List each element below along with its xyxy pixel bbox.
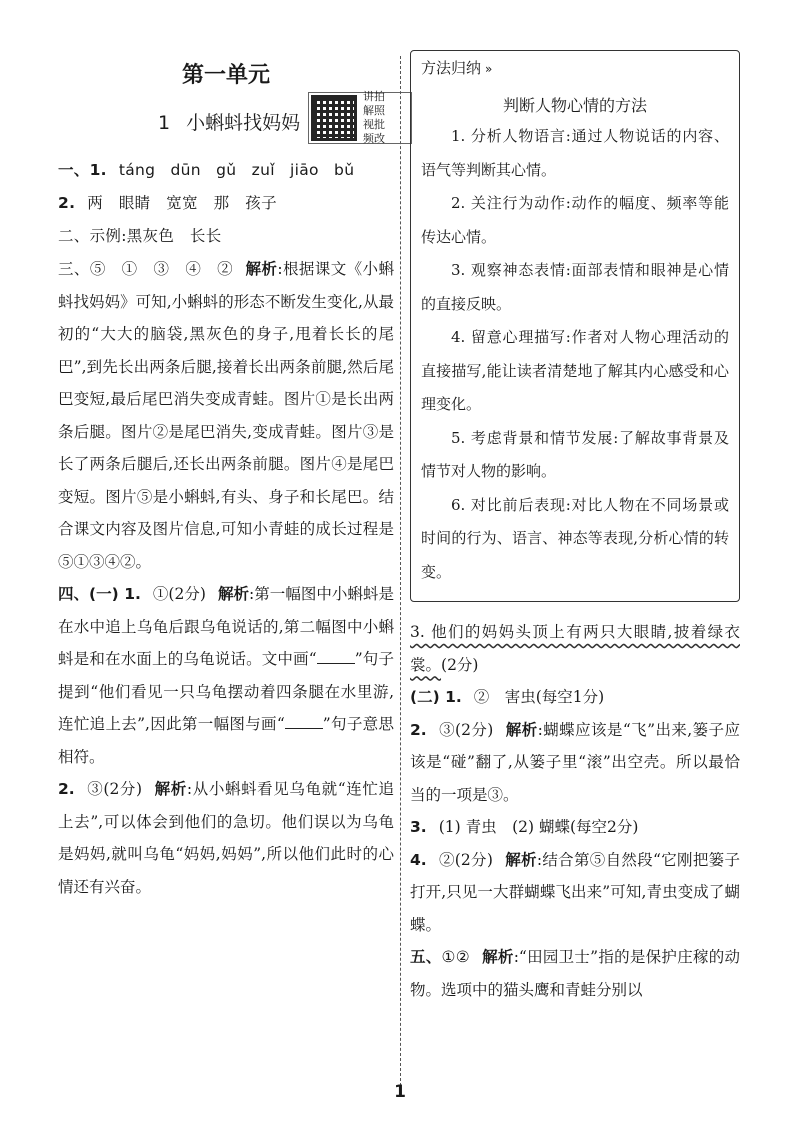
method-item: 2. 关注行为动作:动作的幅度、频率等能传达心情。 <box>421 194 729 246</box>
answer-4-2: 2. ③(2分) 解析:从小蝌蚪看见乌龟就“连忙追上去”,可以体会到他们的急切。他们误以为乌龟是妈妈,就叫乌龟“妈妈,妈妈”,所以他们此时的心情还有兴奋。 <box>58 780 394 896</box>
qr-code-box[interactable] <box>308 92 412 144</box>
right-column <box>410 50 740 1006</box>
jiexi-label: 解析 <box>481 948 514 966</box>
answer-4-1-3: 3. 他们的妈妈头顶上有两只大眼睛,披着绿衣裳。(2分) <box>410 623 740 674</box>
lesson-name: 小蝌蚪找妈妈 <box>186 112 301 134</box>
qr-caption: 讲 拍 解 照 视 批 频 改 <box>363 90 385 145</box>
jiexi-label: 解析 <box>154 780 187 798</box>
pinyin-answers: táng dūn gǔ zuǐ jiāo bǔ <box>118 161 355 179</box>
method-summary-box <box>410 50 740 602</box>
method-item: 3. 观察神态表情:面部表情和眼神是心情的直接反映。 <box>421 261 729 313</box>
method-header: 方法归纳 » <box>421 59 493 77</box>
lesson-title <box>158 108 300 135</box>
left-column <box>58 50 394 903</box>
answer-4-2-1: (二) 1. ② 害虫(每空1分) <box>410 688 605 706</box>
method-item: 1. 分析人物语言:通过人物说话的内容、语气等判断其心情。 <box>421 127 729 179</box>
answer-2: 二、示例:黑灰色 长长 <box>58 227 222 245</box>
jiexi-label: 解析 <box>504 850 537 869</box>
lesson-number: 1 <box>158 112 171 134</box>
double-chevron-icon: » <box>485 62 493 76</box>
qr-code-icon <box>311 95 357 141</box>
method-item: 5. 考虑背景和情节发展:了解故事背景及情节对人物的影响。 <box>421 428 729 480</box>
blank-line <box>317 649 355 664</box>
answer-4-2-4: 4. ②(2分) 解析:结合第⑤自然段“它刚把篓子打开,只见一大群蝴蝶飞出来”可知,青虫变成了蝴蝶。 <box>410 850 740 934</box>
answer-1-1: 一、1. táng dūn gǔ zuǐ jiāo bǔ <box>58 161 355 179</box>
answer-3: 三、⑤ ① ③ ④ ② 解析:根据课文《小蝌蚪找妈妈》可知,小蝌蚪的形态不断发生变化,从最初的“大大的脑袋,黑灰色的身子,甩着长长的尾巴”,到先长出两条后腿,接着长出两条前腿,然后尾巴变短,最后尾巴消失变成青蛙。图片①是长出两条后腿。图片②是尾巴消失,变成青蛙。图片③是长了两条后腿后,还长出两条前腿。图片④是尾巴变短。图片⑤是小蝌蚪,有头、身子和长尾巴。结合课文内容及图片信息,可知小青蛙的成长过程是⑤①③④②。 <box>58 260 394 571</box>
method-item: 6. 对比前后表现:对比人物在不同场景或时间的行为、语言、神态等表现,分析心情的转变。 <box>421 495 729 581</box>
method-title: 判断人物心情的方法 <box>502 96 647 115</box>
lesson-header <box>58 92 394 154</box>
method-item: 4. 留意心理描写:作者对人物心理活动的直接描写,能让读者清楚地了解其内心感受和心理变化。 <box>421 328 729 413</box>
jiexi-label: 解析 <box>245 260 278 278</box>
answer-4-2-2: 2. ③(2分) 解析:蝴蝶应该是“飞”出来,篓子应该是“碰”翻了,从篓子里“滚”出空壳。所以最恰当的一项是③。 <box>410 720 740 804</box>
answer-4-1: 四、(一) 1. ①(2分) 解析:第一幅图中小蝌蚪是在水中追上乌龟后跟乌龟说话的,第二幅图中小蝌蚪是和在水面上的乌龟说话。文中画“ ”句子提到“他们看见一只乌龟摆动着四条腿在水里游,连忙追上去”,因此第一幅图与画“ ”句子意思相符。 <box>58 585 394 766</box>
answer-4-2-3: 3. (1) 青虫 (2) 蝴蝶(每空2分) <box>410 818 639 836</box>
unit-title: 第一单元 <box>181 63 270 88</box>
page-number: 1 <box>394 1082 406 1102</box>
blank-line <box>285 714 323 729</box>
answer-5: 五、①② 解析:“田园卫士”指的是保护庄稼的动物。选项中的猫头鹰和青蛙分别以 <box>410 948 740 999</box>
right-answers <box>410 616 740 1006</box>
jiexi-label: 解析 <box>217 585 250 603</box>
jiexi-label: 解析 <box>505 720 538 739</box>
answer-1-2: 2. 两 眼睛 宽宽 那 孩子 <box>58 194 277 212</box>
column-divider <box>400 56 401 1086</box>
